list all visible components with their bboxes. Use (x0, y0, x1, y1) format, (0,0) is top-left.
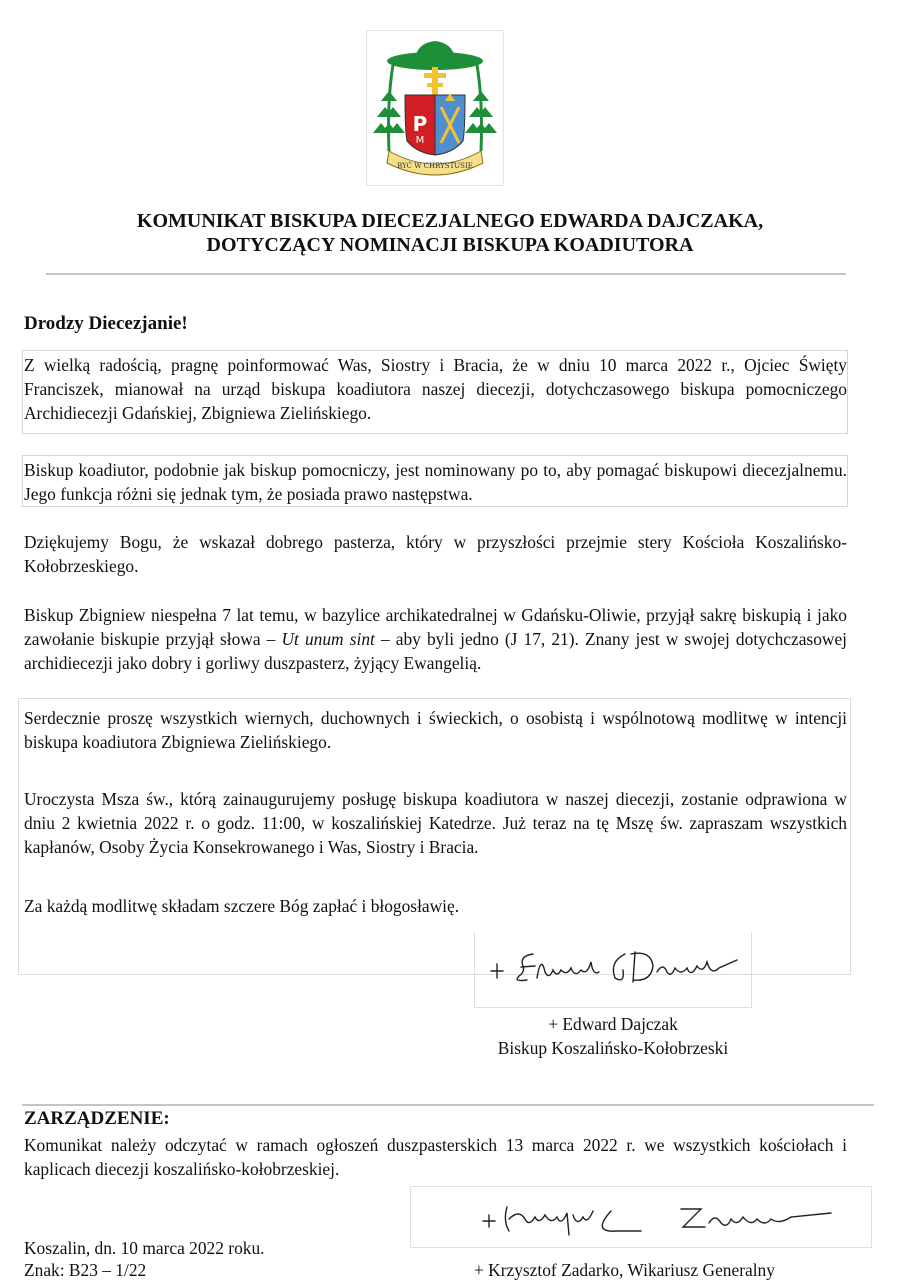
vicar-signature (410, 1186, 872, 1248)
document-title-line1: KOMUNIKAT BISKUPA DIECEZJALNEGO EDWARDA DAJCZAKA, (136, 210, 764, 232)
document-sign-code: Znak: B23 – 1/22 (24, 1260, 147, 1280)
decree-heading: ZARZĄDZENIE: (24, 1108, 170, 1129)
paragraph-4-end: – aby byli jedno (J 17, 21). Znany jest w swojej dotychczasowej archidiecezji jako dobry i gorliwy duszpasterz, żyjący Ewangelią. (24, 629, 847, 673)
place-date: Koszalin, dn. 10 marca 2022 roku. (24, 1238, 265, 1258)
decree-text: Komunikat należy odczytać w ramach ogłoszeń duszpasterskich 13 marca 2022 r. we wszystkich kościołach i kaplicach diecezji koszalińsko-kołobrzeskiej. (24, 1135, 847, 1179)
paragraph-6: Uroczysta Msza św., którą zainaugurujemy posługę biskupa koadiutora w naszej diecezji, zostanie odprawiona w dniu 2 kwietnia 2022 r. o godz. 11:00, w koszalińskiej Katedrze. Już teraz na tę Mszę św. zapraszam wszystkich kapłanów, Osoby Życia Konsekrowanego i Was, Siostry i Bracia. (24, 789, 847, 857)
motto-text: BYĆ W CHRYSTUSIE (397, 162, 473, 170)
bishop-name: + Edward Dajczak (548, 1014, 678, 1034)
paragraph-4 (24, 603, 847, 675)
vicar-name: + Krzysztof Zadarko, Wikariusz Generalny (474, 1260, 775, 1280)
document-title-line2: DOTYCZĄCY NOMINACJI BISKUPA KOADIUTORA (206, 234, 694, 256)
bishop-signature (474, 932, 752, 1008)
bishop-role: Biskup Koszalińsko-Kołobrzeski (497, 1038, 729, 1058)
greeting: Drodzy Diecezjanie! (24, 313, 188, 334)
title-divider (46, 273, 846, 275)
svg-text:M: M (415, 135, 425, 146)
paragraph-4-start: Biskup Zbigniew niespełna 7 lat temu, w bazylice archikatedralnej w Gdańsku-Oliwie, przyjął sakrę biskupią i jako zawołanie biskupie przyjął słowa – (24, 605, 847, 649)
paragraph-5: Serdecznie proszę wszystkich wiernych, duchownych i świeckich, o osobistą i wspólnotową modlitwę w intencji biskupa koadiutora Zbigniewa Zielińskiego. (24, 708, 847, 752)
paragraph-3: Dziękujemy Bogu, że wskazał dobrego pasterza, który w przyszłości przejmie stery Kościoła Koszalińsko-Kołobrzeskiego. (24, 532, 847, 576)
coat-of-arms (366, 30, 504, 186)
decree-divider (22, 1104, 874, 1106)
paragraph-7: Za każdą modlitwę składam szczere Bóg zapłać i błogosławię. (24, 896, 460, 916)
paragraph-2: Biskup koadiutor, podobnie jak biskup pomocniczy, jest nominowany po to, aby pomagać biskupowi diecezjalnemu. Jego funkcja różni się jednak tym, że posiada prawo następstwa. (24, 460, 847, 504)
motto-latin: Ut unum sint (281, 629, 375, 649)
svg-text:P: P (412, 112, 428, 136)
paragraph-1: Z wielką radością, pragnę poinformować Was, Siostry i Bracia, że w dniu 10 marca 2022 r., Ojciec Święty Franciszek, mianował na urząd biskupa koadiutora naszej diecezji, dotychczasowego biskupa pomocniczego Archidiecezji Gdańskiej, Zbigniewa Zielińskiego. (24, 355, 847, 423)
